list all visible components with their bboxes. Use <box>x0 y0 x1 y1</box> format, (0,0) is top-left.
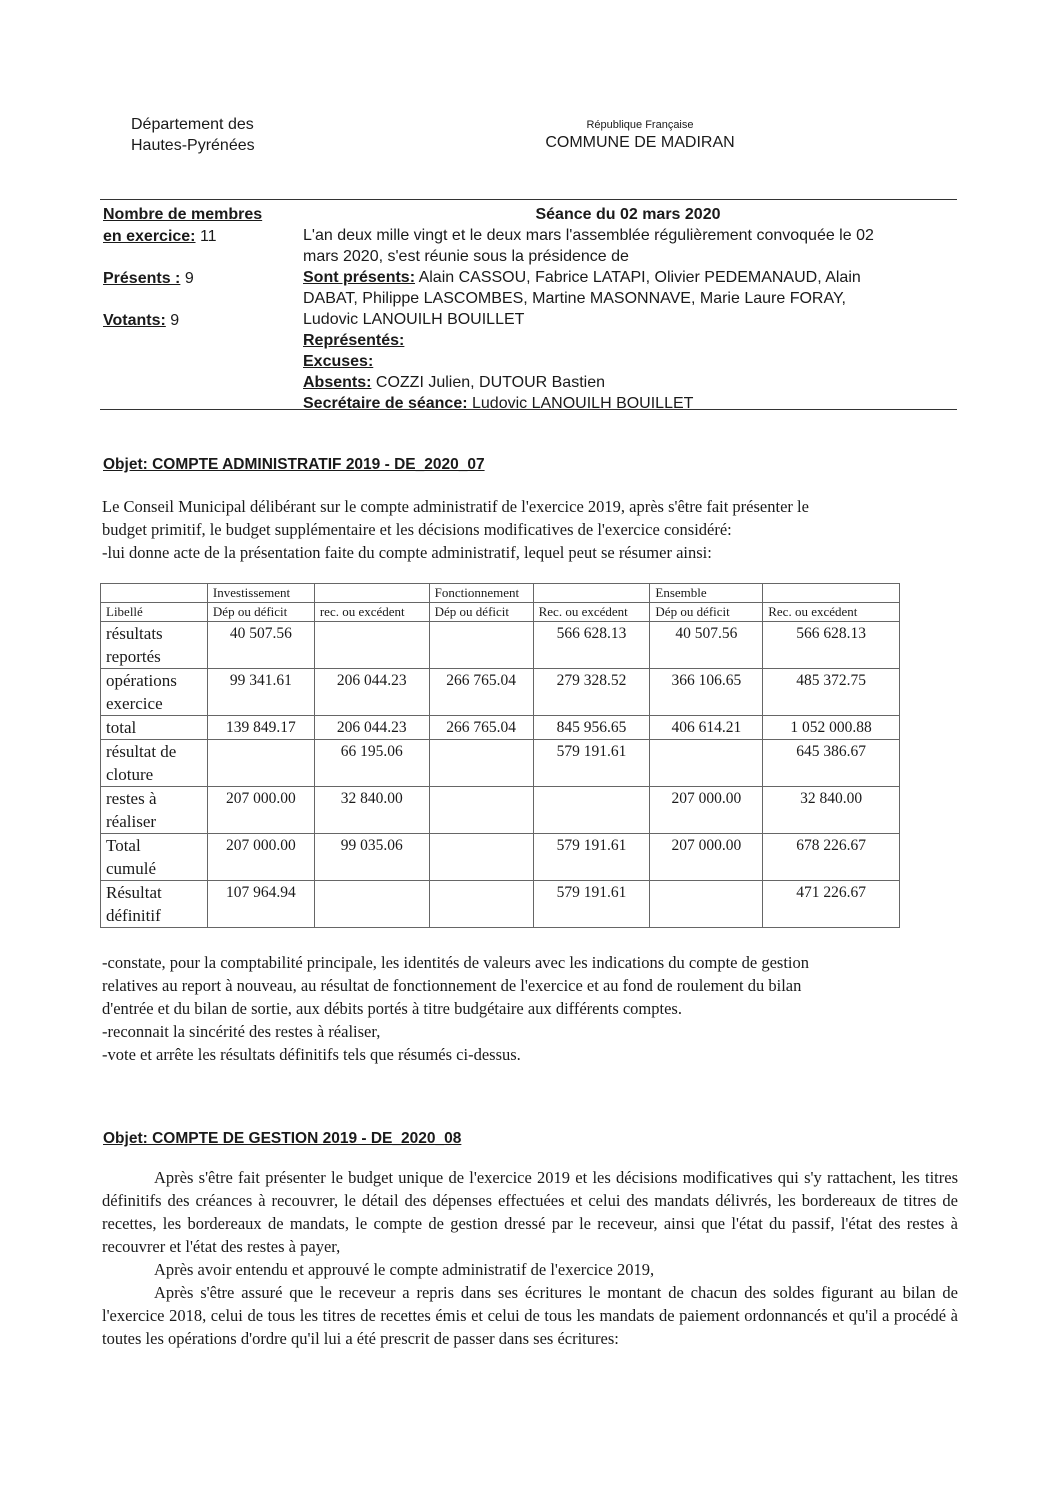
table-cell: 32 840.00 <box>763 787 900 834</box>
subheader-cell: Dép ou déficit <box>650 603 763 622</box>
table-cell: 207 000.00 <box>650 787 763 834</box>
commune-block <box>430 118 850 154</box>
table-cell: 40 507.56 <box>207 622 314 669</box>
cg-paragraph-3: Après s'être assuré que le receveur a repris dans ses écritures le montant de chacun des soldes figurant au bilan de l'exercice 2018, celui de tous les titres de recettes émis et celui de tous les mandats de paiement ordonnancés et qu'il a procédé à toutes les opérations d'ordre qu'il lui a été prescrit de passer dans ses écritures: <box>102 1283 958 1348</box>
ca-after-line5: -vote et arrête les résultats définitifs tels que résumés ci-dessus. <box>102 1045 521 1064</box>
table-row <box>101 881 900 928</box>
row-label: restes à réaliser <box>101 787 208 834</box>
objet-compte-administratif: Objet: COMPTE ADMINISTRATIF 2019 - DE_2020_07 <box>103 456 485 473</box>
table-cell: 579 191.61 <box>533 881 650 928</box>
row-label: Résultat définitif <box>101 881 208 928</box>
table-cell: 207 000.00 <box>207 787 314 834</box>
absent-line <box>303 372 953 393</box>
ca-conclusion <box>102 951 958 1066</box>
header-empty <box>101 584 208 603</box>
table-cell: 471 226.67 <box>763 881 900 928</box>
secretary-line <box>303 393 953 414</box>
objet-compte-de-gestion: Objet: COMPTE DE GESTION 2019 - DE_2020_08 <box>103 1130 462 1147</box>
intro-line1: L'an deux mille vingt et le deux mars l'assemblée régulièrement convoquée le 02 <box>303 227 874 244</box>
table-cell: 678 226.67 <box>763 834 900 881</box>
secretary-label: Secrétaire de séance: <box>303 395 468 412</box>
ca-after-line3: d'entrée et du bilan de sortie, aux débits portés à titre budgétaire aux différents comptes. <box>102 999 682 1018</box>
table-cell: 279 328.52 <box>533 669 650 716</box>
table-cell <box>207 740 314 787</box>
cg-body <box>102 1166 958 1350</box>
row-label: total <box>101 716 208 740</box>
ca-after-line4: -reconnait la sincérité des restes à réaliser, <box>102 1022 381 1041</box>
exercise-value: 11 <box>199 228 217 245</box>
cg-paragraph-2: Après avoir entendu et approuvé le compte administratif de l'exercice 2019, <box>154 1260 655 1279</box>
subheader-cell: rec. ou excédent <box>314 603 429 622</box>
republic-label: République Française <box>586 119 694 131</box>
present-row <box>103 270 194 288</box>
present-names-line2: DABAT, Philippe LASCOMBES, Martine MASONNAVE, Marie Laure FORAY, <box>303 290 846 307</box>
table-cell <box>429 740 533 787</box>
bottom-divider <box>100 409 957 410</box>
seance-details <box>303 204 953 414</box>
represented-label: Représentés: <box>303 332 405 349</box>
ca-after-line2: relatives au report à nouveau, au résultat de fonctionnement de l'exercice et au fond de roulement du bilan <box>102 976 802 995</box>
secretary-name: Ludovic LANOUILH BOUILLET <box>472 395 694 412</box>
seance-title: Séance du 02 mars 2020 <box>535 206 721 223</box>
table-cell: 1 052 000.88 <box>763 716 900 740</box>
table-cell: 99 341.61 <box>207 669 314 716</box>
cg-paragraph-1: Après s'être fait présenter le budget unique de l'exercice 2019 et les décisions modificatives qui s'y rattachent, les titres définitifs des créances à recouvrer, le détail des dépenses effectuées et celui des mandats délivrés, les bordereaux de titres de recettes, les bordereaux de mandats, le compte de gestion dressé par le receveur, ainsi que l'état du passif, l'état des restes à recouvrer et l'état des restes à payer, <box>102 1168 958 1256</box>
table-cell: 845 956.65 <box>533 716 650 740</box>
present-names-line3: Ludovic LANOUILH BOUILLET <box>303 311 525 328</box>
table-cell <box>429 622 533 669</box>
department-line1: Département des <box>131 116 254 133</box>
table-row <box>101 622 900 669</box>
department-line2: Hautes-Pyrénées <box>131 137 255 154</box>
row-label: résultats reportés <box>101 622 208 669</box>
table-cell: 645 386.67 <box>763 740 900 787</box>
table-cell: 207 000.00 <box>207 834 314 881</box>
table-cell: 207 000.00 <box>650 834 763 881</box>
present-label: Présents : <box>103 270 181 287</box>
members-label: Nombre de membres <box>103 206 263 223</box>
table-cell <box>429 834 533 881</box>
top-divider <box>100 199 957 200</box>
group-ensemble: Ensemble <box>650 584 763 603</box>
present-names-line1: Sont présents: Alain CASSOU, Fabrice LATAPI, Olivier PEDEMANAUD, Alain <box>303 269 861 286</box>
ca-after-line1: -constate, pour la comptabilité principale, les identités de valeurs avec les indications du compte de gestion <box>102 953 809 972</box>
voters-value: 9 <box>170 312 180 329</box>
excused-label: Excuses: <box>303 353 374 370</box>
table-row <box>101 740 900 787</box>
table-cell: 32 840.00 <box>314 787 429 834</box>
intro-line2: mars 2020, s'est réunie sous la présidence de <box>303 248 629 265</box>
table-group-header <box>101 584 900 603</box>
compte-administratif-table <box>100 583 900 928</box>
table-cell <box>314 881 429 928</box>
present-names-label: Sont présents: <box>303 269 416 286</box>
table-subheader <box>101 603 900 622</box>
voters-row <box>103 312 179 330</box>
libelle-header: Libellé <box>101 603 208 622</box>
commune-name: COMMUNE DE MADIRAN <box>545 134 735 151</box>
table-cell <box>429 881 533 928</box>
absent-names: COZZI Julien, DUTOUR Bastien <box>375 374 605 391</box>
group-investissement: Investissement <box>207 584 314 603</box>
table-row <box>101 716 900 740</box>
subheader-cell: Dép ou déficit <box>207 603 314 622</box>
ca-intro <box>102 495 958 564</box>
table-row <box>101 787 900 834</box>
exercise-row <box>103 228 217 246</box>
table-cell: 366 106.65 <box>650 669 763 716</box>
members-summary <box>103 204 293 334</box>
table-row <box>101 669 900 716</box>
table-row <box>101 834 900 881</box>
table-cell <box>314 622 429 669</box>
present-value: 9 <box>184 270 194 287</box>
table-cell: 566 628.13 <box>533 622 650 669</box>
ca-intro-line1: Le Conseil Municipal délibérant sur le compte administratif de l'exercice 2019, après s'être fait présenter le <box>102 497 809 516</box>
table-cell: 206 044.23 <box>314 716 429 740</box>
table-cell: 139 849.17 <box>207 716 314 740</box>
absent-label: Absents: <box>303 374 372 391</box>
table-cell: 266 765.04 <box>429 716 533 740</box>
voters-label: Votants: <box>103 312 166 329</box>
table-cell <box>650 740 763 787</box>
table-cell: 266 765.04 <box>429 669 533 716</box>
subheader-cell: Rec. ou excédent <box>763 603 900 622</box>
table-cell <box>650 881 763 928</box>
table-cell: 99 035.06 <box>314 834 429 881</box>
table-cell: 579 191.61 <box>533 740 650 787</box>
department-block <box>131 114 255 156</box>
exercise-label: en exercice: <box>103 228 196 245</box>
row-label: résultat de cloture <box>101 740 208 787</box>
subheader-cell: Dép ou déficit <box>429 603 533 622</box>
table-cell: 66 195.06 <box>314 740 429 787</box>
table-cell: 566 628.13 <box>763 622 900 669</box>
table-cell: 579 191.61 <box>533 834 650 881</box>
table-cell <box>429 787 533 834</box>
table-cell: 406 614.21 <box>650 716 763 740</box>
subheader-cell: Rec. ou excédent <box>533 603 650 622</box>
row-label: opérations exercice <box>101 669 208 716</box>
row-label: Total cumulé <box>101 834 208 881</box>
group-fonctionnement: Fonctionnement <box>429 584 533 603</box>
table-cell: 40 507.56 <box>650 622 763 669</box>
table-cell <box>533 787 650 834</box>
table-cell: 206 044.23 <box>314 669 429 716</box>
table-cell: 485 372.75 <box>763 669 900 716</box>
ca-intro-line3: -lui donne acte de la présentation faite du compte administratif, lequel peut se résumer ainsi: <box>102 543 712 562</box>
ca-intro-line2: budget primitif, le budget supplémentaire et les décisions modificatives de l'exercice considéré: <box>102 520 732 539</box>
table-cell: 107 964.94 <box>207 881 314 928</box>
